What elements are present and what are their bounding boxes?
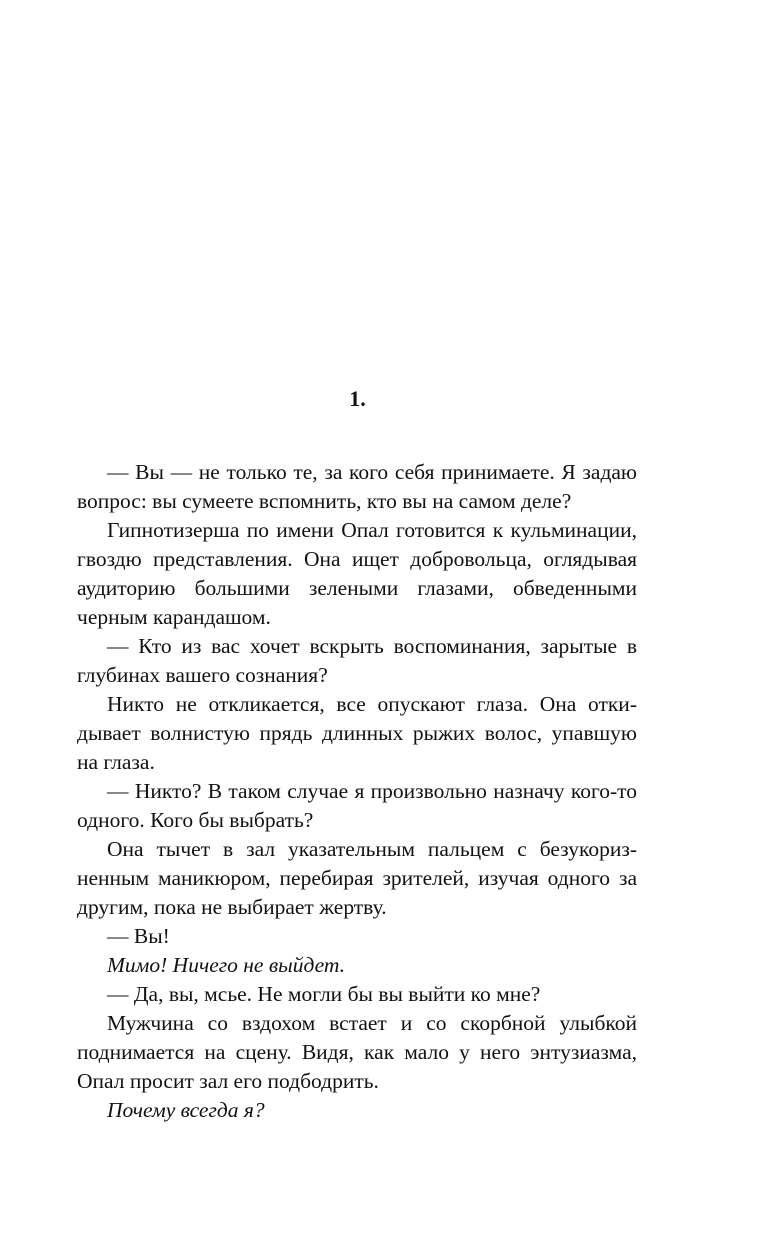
paragraph: — Да, вы, мсье. Не могли бы вы выйти ко мне? — [107, 982, 541, 1006]
paragraph: — Вы — не только те, за кого себя принимаете. Я задаю вопрос: вы сумеете вспомнить, кто вы на самом деле? — [77, 460, 637, 513]
paragraph: — Никто? В таком случае я произвольно назначу кого-то одного. Кого бы выбрать? — [77, 779, 637, 832]
paragraph: Гипнотизерша по имени Опал готовится к кульминации, гвоздю представления. Она ищет добровольца, оглядывая аудиторию большими зелеными глазами, обведенными черным карандашом. — [77, 518, 637, 629]
chapter-number: 1. — [349, 386, 366, 411]
paragraph: — Кто из вас хочет вскрыть воспоминания, зарытые в глубинах вашего сознания? — [77, 634, 637, 687]
paragraph: Мужчина со вздохом встает и со скорбной улыбкой поднимается на сцену. Видя, как мало у него энтузиазма, Опал просит зал его подбодрить. — [77, 1011, 637, 1093]
italic-thought: Мимо! Ничего не выйдет. — [107, 953, 346, 977]
paragraph: Никто не откликается, все опускают глаза. Она откидывает волнистую прядь длинных рыжих волос, упавшую на глаза. — [77, 692, 637, 774]
chapter-text — [77, 458, 637, 1125]
italic-thought: Почему всегда я? — [107, 1098, 265, 1122]
paragraph: Она тычет в зал указательным пальцем с безукоризненным маникюром, перебирая зрителей, изучая одного за другим, пока не выбирает жертву. — [77, 837, 637, 919]
paragraph: — Вы! — [107, 924, 170, 948]
